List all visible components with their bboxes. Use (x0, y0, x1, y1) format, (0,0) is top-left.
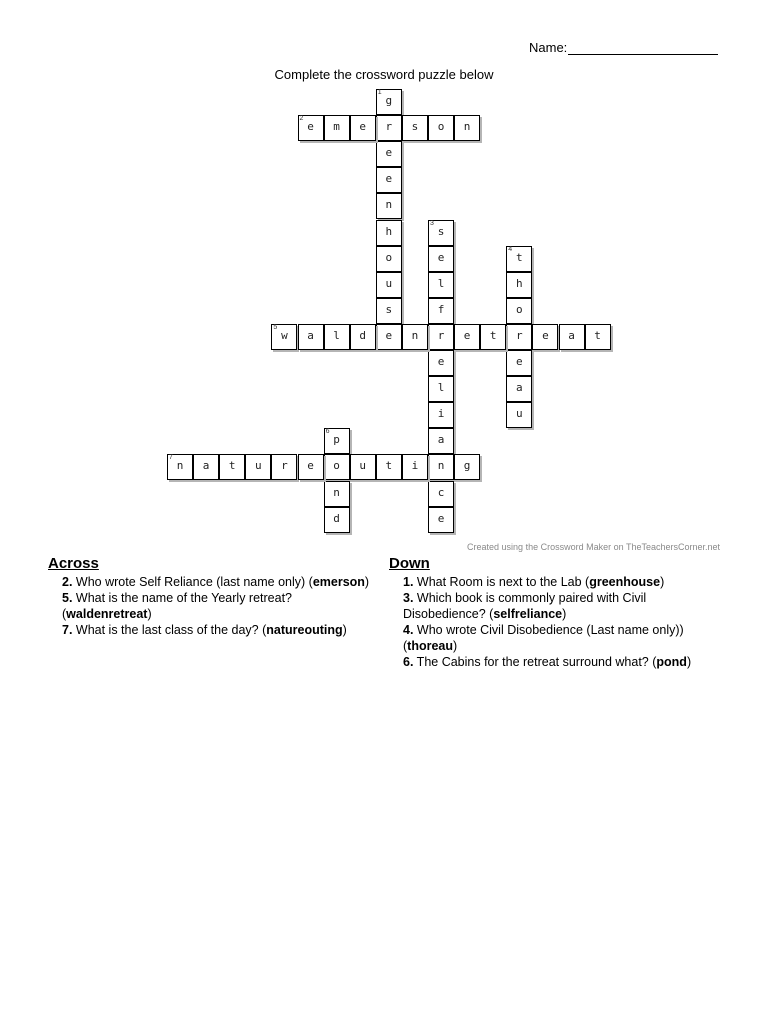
clue-text: What Room is next to the Lab ( (413, 575, 590, 589)
cell-letter: e (307, 459, 314, 473)
cell-letter: h (385, 224, 393, 238)
cell-letter: u (359, 459, 366, 473)
clue-close: ) (686, 655, 692, 669)
crossword-cell[interactable] (219, 454, 245, 480)
cell-letter: a (568, 328, 575, 342)
cell-letter: t (515, 250, 523, 264)
cell-letter: e (385, 146, 393, 160)
cell-letter: f (437, 302, 445, 316)
clue-number: 1 (377, 89, 382, 96)
crossword-cell[interactable] (376, 89, 402, 115)
cell-letter: p (333, 433, 340, 447)
crossword-cell[interactable] (350, 115, 376, 141)
cell-letter: e (385, 172, 393, 186)
crossword-cell[interactable] (428, 507, 454, 533)
across-clue (48, 590, 378, 622)
cell-letter: n (463, 120, 471, 134)
crossword-cell[interactable] (506, 350, 532, 376)
clue-text: What is the name of the Yearly retreat? ( (62, 591, 293, 621)
clue-answer: pond (656, 655, 687, 669)
cell-letter: n (411, 328, 419, 342)
clue-close: ) (342, 623, 347, 637)
down-clue (389, 622, 719, 654)
crossword-cell[interactable] (271, 324, 297, 350)
name-label: Name: (529, 40, 568, 55)
crossword-cell[interactable] (193, 454, 219, 480)
crossword-cell[interactable] (298, 115, 324, 141)
cell-letter: e (307, 120, 314, 134)
crossword-cell[interactable] (428, 350, 454, 376)
crossword-cell[interactable] (428, 481, 454, 507)
instructions: Complete the crossword puzzle below (274, 67, 494, 82)
crossword-cell[interactable] (376, 298, 402, 324)
cell-letter: t (385, 459, 393, 473)
crossword-cell[interactable] (376, 167, 402, 193)
clue-answer: waldenretreat (66, 607, 148, 621)
cell-letter: m (333, 120, 340, 134)
crossword-cell[interactable] (454, 115, 480, 141)
crossword-cell[interactable] (585, 324, 611, 350)
cell-letter: o (515, 302, 523, 316)
cell-letter: u (254, 459, 262, 473)
cell-letter: o (333, 459, 340, 473)
crossword-cell[interactable] (454, 454, 480, 480)
clue-answer: thoreau (407, 639, 454, 653)
cell-letter: s (437, 224, 445, 238)
crossword-cell[interactable] (428, 454, 454, 480)
clue-number: 6 (325, 428, 330, 436)
cell-letter: o (385, 250, 393, 264)
cell-letter: e (385, 328, 393, 342)
cell-letter: a (515, 381, 523, 395)
crossword-cell[interactable] (428, 272, 454, 298)
across-clues (48, 556, 378, 638)
crossword-cell[interactable] (245, 454, 271, 480)
clue-number: 6. (403, 655, 414, 669)
across-clue-list (48, 574, 378, 638)
clue-number: 3. (403, 591, 414, 605)
clue-answer: greenhouse (589, 575, 661, 589)
clue-close: ) (453, 639, 458, 653)
clue-close: ) (660, 575, 665, 589)
crossword-cell[interactable] (428, 428, 454, 454)
cell-letter: l (333, 328, 340, 342)
crossword-cell[interactable] (532, 324, 558, 350)
cell-letter: a (437, 433, 445, 447)
crossword-cell[interactable] (376, 246, 402, 272)
cell-letter: h (515, 276, 523, 290)
clue-close: ) (562, 607, 567, 621)
crossword-cell[interactable] (506, 324, 532, 350)
crossword-cell[interactable] (506, 376, 532, 402)
clue-number: 2. (62, 575, 73, 589)
cell-letter: t (489, 328, 497, 342)
crossword-cell[interactable] (298, 324, 324, 350)
clue-close: ) (364, 575, 370, 589)
clue-text: Which book is commonly paired with Civil Disobedience? ( (403, 591, 647, 621)
cell-letter: s (385, 302, 393, 316)
across-clue (48, 622, 378, 638)
crossword-cell[interactable] (428, 324, 454, 350)
crossword-cell[interactable] (324, 115, 350, 141)
crossword-cell[interactable] (506, 246, 532, 272)
crossword-cell[interactable] (428, 402, 454, 428)
crossword-cell[interactable] (428, 298, 454, 324)
crossword-cell[interactable] (428, 115, 454, 141)
cell-letter: t (228, 459, 236, 473)
crossword-cell[interactable] (376, 324, 402, 350)
clue-text: What is the last class of the day? ( (72, 623, 267, 637)
clue-number: 5 (273, 323, 278, 331)
crossword-cell[interactable] (298, 454, 324, 480)
cell-letter: n (437, 459, 445, 473)
crossword-cell[interactable] (324, 428, 350, 454)
crossword-cell[interactable] (376, 220, 402, 246)
cell-letter: l (437, 276, 445, 290)
cell-letter: w (281, 328, 288, 342)
crossword-cell[interactable] (402, 115, 428, 141)
crossword-cell[interactable] (376, 193, 402, 219)
clue-answer: emerson (312, 575, 365, 589)
crossword-cell[interactable] (428, 376, 454, 402)
cell-letter: i (437, 407, 445, 421)
crossword-cell[interactable] (324, 454, 350, 480)
crossword-cell[interactable] (506, 402, 532, 428)
clue-text: Who wrote Civil Disobedience (Last name only)) ( (403, 623, 684, 653)
cell-letter: u (515, 407, 523, 421)
crossword-cell[interactable] (428, 246, 454, 272)
down-heading: Down (389, 555, 430, 572)
cell-letter: r (437, 328, 445, 342)
cell-letter: g (463, 459, 471, 473)
cell-letter: e (515, 355, 523, 368)
clue-close: ) (147, 607, 152, 621)
cell-letter: g (385, 94, 393, 107)
crossword-cell[interactable] (376, 454, 402, 480)
cell-letter: t (594, 328, 601, 342)
crossword-cell[interactable] (350, 454, 376, 480)
down-clue (389, 574, 719, 590)
cell-letter: i (411, 459, 419, 473)
crossword-cell[interactable] (376, 272, 402, 298)
crossword-cell[interactable] (167, 454, 193, 480)
clue-text: Who wrote Self Reliance (last name only) ( (72, 575, 313, 589)
crossword-cell[interactable] (376, 115, 402, 141)
cell-letter: e (437, 250, 445, 264)
clue-number: 7. (62, 623, 73, 637)
cell-letter: o (437, 120, 445, 134)
cell-letter: l (437, 381, 445, 395)
cell-letter: e (463, 328, 471, 342)
crossword-cell[interactable] (428, 220, 454, 246)
cell-letter: e (359, 120, 366, 134)
cell-letter: r (385, 120, 393, 134)
cell-letter: n (176, 459, 184, 473)
clue-answer: natureouting (266, 623, 343, 637)
clue-text: The Cabins for the retreat surround what? ( (413, 655, 657, 669)
cell-letter: e (542, 328, 549, 342)
crossword-cell[interactable] (506, 272, 532, 298)
cell-letter: c (437, 485, 445, 499)
cell-letter: s (411, 120, 419, 134)
crossword-cell[interactable] (324, 481, 350, 507)
crossword-cell[interactable] (376, 141, 402, 167)
cell-letter: e (437, 511, 445, 525)
crossword-cell[interactable] (454, 324, 480, 350)
cell-letter: n (333, 485, 340, 499)
cell-letter: d (359, 328, 366, 342)
down-clue (389, 590, 719, 622)
crossword-cell[interactable] (506, 298, 532, 324)
cell-letter: d (333, 511, 340, 525)
crossword-cell[interactable] (559, 324, 585, 350)
clue-number: 1. (403, 575, 414, 589)
crossword-cell[interactable] (271, 454, 297, 480)
crossword-cell[interactable] (480, 324, 506, 350)
cell-letter: n (385, 198, 393, 212)
crossword-cell[interactable] (324, 507, 350, 533)
crossword-cell[interactable] (402, 454, 428, 480)
cell-letter: a (202, 459, 210, 473)
cell-letter: r (515, 328, 523, 342)
crossword-cell[interactable] (402, 324, 428, 350)
clue-number: 4 (508, 245, 513, 253)
clue-number: 3 (430, 219, 434, 227)
credit-line: Created using the Crossword Maker on TheTeachersCorner.net (467, 542, 720, 552)
clue-number: 2 (299, 115, 304, 123)
clue-number: 7 (169, 454, 173, 462)
clue-number: 4. (403, 623, 414, 637)
cell-letter: r (281, 459, 288, 473)
clue-number: 5. (62, 591, 73, 605)
cell-letter: a (307, 328, 314, 342)
cell-letter: e (437, 355, 445, 368)
crossword-cell[interactable] (350, 324, 376, 350)
crossword-cell[interactable] (324, 324, 350, 350)
across-heading: Across (48, 555, 99, 572)
down-clue-list (389, 574, 719, 670)
down-clues (389, 556, 719, 670)
clue-answer: selfreliance (493, 607, 563, 621)
down-clue (389, 654, 719, 670)
across-clue (48, 574, 378, 590)
cell-letter: u (385, 276, 393, 290)
